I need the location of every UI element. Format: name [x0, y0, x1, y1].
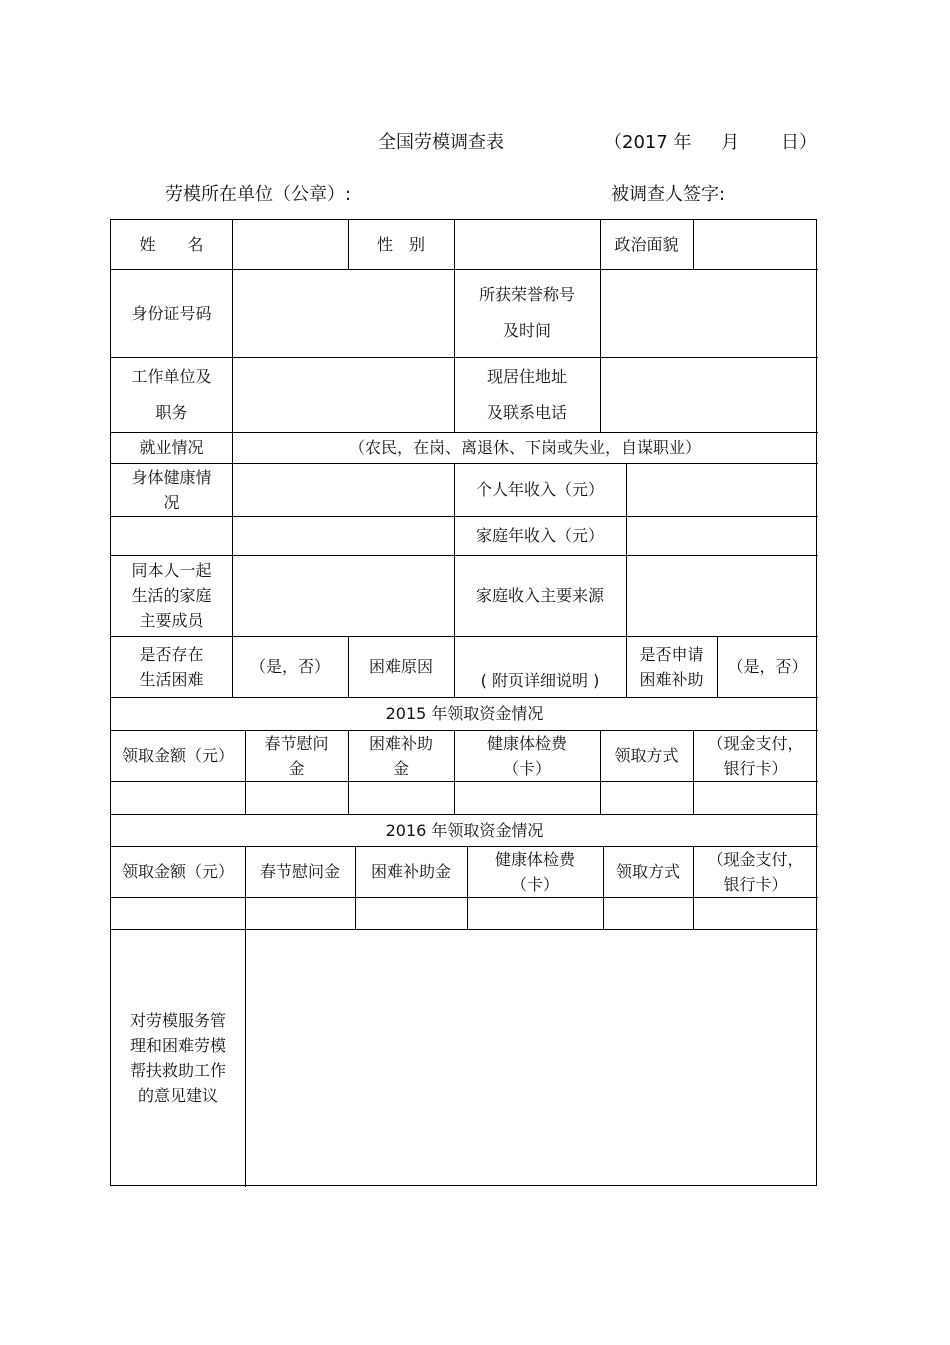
work-unit-field[interactable] [232, 357, 454, 432]
health-field[interactable] [232, 463, 454, 516]
work-unit-label: 工作单位及 职务 [131, 366, 212, 422]
gender-label: 性 别 [376, 235, 425, 254]
apply-subsidy-label: 是否申请 困难补助 [639, 644, 704, 689]
funds-2016-amount-header: 领取金额（元） [121, 862, 234, 881]
funds-2015-subsidy-header: 困难补助 金 [368, 733, 433, 778]
income-source-label: 家庭收入主要来源 [475, 586, 604, 605]
id-number-label: 身份证号码 [131, 303, 212, 323]
funds-2015-method-header: 领取方式 [614, 746, 679, 765]
health-label: 身体健康情 况 [131, 467, 212, 512]
address-field[interactable] [600, 357, 818, 432]
survey-form-table [110, 219, 817, 1186]
funds-2015-option-cell[interactable] [693, 781, 818, 814]
family-income-label: 家庭年收入（元） [475, 526, 604, 545]
funds-2015-title: 2015 年领取资金情况 [385, 704, 544, 723]
honor-label: 所获荣誉称号 及时间 [478, 285, 575, 340]
funds-2015-subsidy-cell[interactable] [348, 781, 454, 814]
funds-2016-option-cell[interactable] [693, 897, 818, 929]
apply-subsidy-yes-no[interactable]: （是，否） [727, 657, 808, 676]
suggestions-field[interactable] [245, 929, 818, 1187]
funds-2016-amount-cell[interactable] [111, 897, 245, 929]
funds-2015-method-options: （现金支付， 银行卡） [707, 733, 804, 778]
honor-field[interactable] [600, 269, 818, 357]
date-year: （2017 年 [604, 132, 692, 153]
unit-stamp-label: 劳模所在单位（公章）: [165, 184, 352, 205]
blank-field-cell[interactable] [232, 516, 454, 555]
funds-2016-festival-cell[interactable] [245, 897, 355, 929]
funds-2016-method-options: （现金支付， 银行卡） [707, 849, 804, 894]
personal-income-label: 个人年收入（元） [475, 480, 604, 499]
funds-2015-amount-cell[interactable] [111, 781, 245, 814]
hardship-yes-no[interactable]: （是，否） [249, 657, 330, 676]
funds-2015-festival-cell[interactable] [245, 781, 348, 814]
name-label: 姓 名 [139, 235, 204, 254]
employment-options[interactable]: （农民，在岗、离退休、下岗或失业，自谋职业） [348, 438, 701, 457]
funds-2016-health-cell[interactable] [467, 897, 603, 929]
signature-label: 被调查人签字: [611, 184, 726, 205]
hardship-label: 是否存在 生活困难 [139, 644, 204, 689]
date-day: 日） [781, 132, 817, 153]
funds-2015-festival-header: 春节慰问 金 [264, 733, 329, 778]
funds-2015-method-cell[interactable] [600, 781, 693, 814]
funds-2016-method-cell[interactable] [603, 897, 693, 929]
gender-field[interactable] [454, 220, 600, 269]
attached-note[interactable]: ( 附页详细说明 ) [480, 671, 600, 690]
family-members-field[interactable] [232, 555, 454, 636]
political-label: 政治面貌 [614, 235, 679, 254]
funds-2016-subsidy-header: 困难补助金 [370, 862, 451, 881]
funds-2016-festival-header: 春节慰问金 [259, 862, 340, 881]
blank-label-cell [111, 516, 232, 555]
income-source-field[interactable] [626, 555, 818, 636]
funds-2015-health-cell[interactable] [454, 781, 600, 814]
name-field[interactable] [232, 220, 348, 269]
address-label: 现居住地址 及联系电话 [486, 366, 567, 422]
funds-2016-health-header: 健康体检费 （卡） [494, 849, 575, 894]
funds-2016-title: 2016 年领取资金情况 [385, 820, 544, 840]
id-number-field[interactable] [232, 269, 454, 357]
employment-label: 就业情况 [139, 438, 204, 457]
family-members-label: 同本人一起 生活的家庭 主要成员 [131, 561, 212, 630]
political-field[interactable] [693, 220, 818, 269]
suggestions-label: 对劳模服务管 理和困难劳模 帮扶救助工作 的意见建议 [129, 1011, 226, 1105]
personal-income-field[interactable] [626, 463, 818, 516]
form-title: 全国劳模调查表 [378, 132, 504, 153]
funds-2015-amount-header: 领取金额（元） [121, 746, 234, 765]
funds-2016-method-header: 领取方式 [615, 862, 680, 881]
date-month: 月 [721, 132, 740, 153]
family-income-field[interactable] [626, 516, 818, 555]
funds-2016-subsidy-cell[interactable] [355, 897, 467, 929]
form-date [604, 128, 817, 154]
hardship-reason-label: 困难原因 [368, 657, 433, 676]
funds-2015-health-header: 健康体检费 （卡） [486, 733, 567, 778]
